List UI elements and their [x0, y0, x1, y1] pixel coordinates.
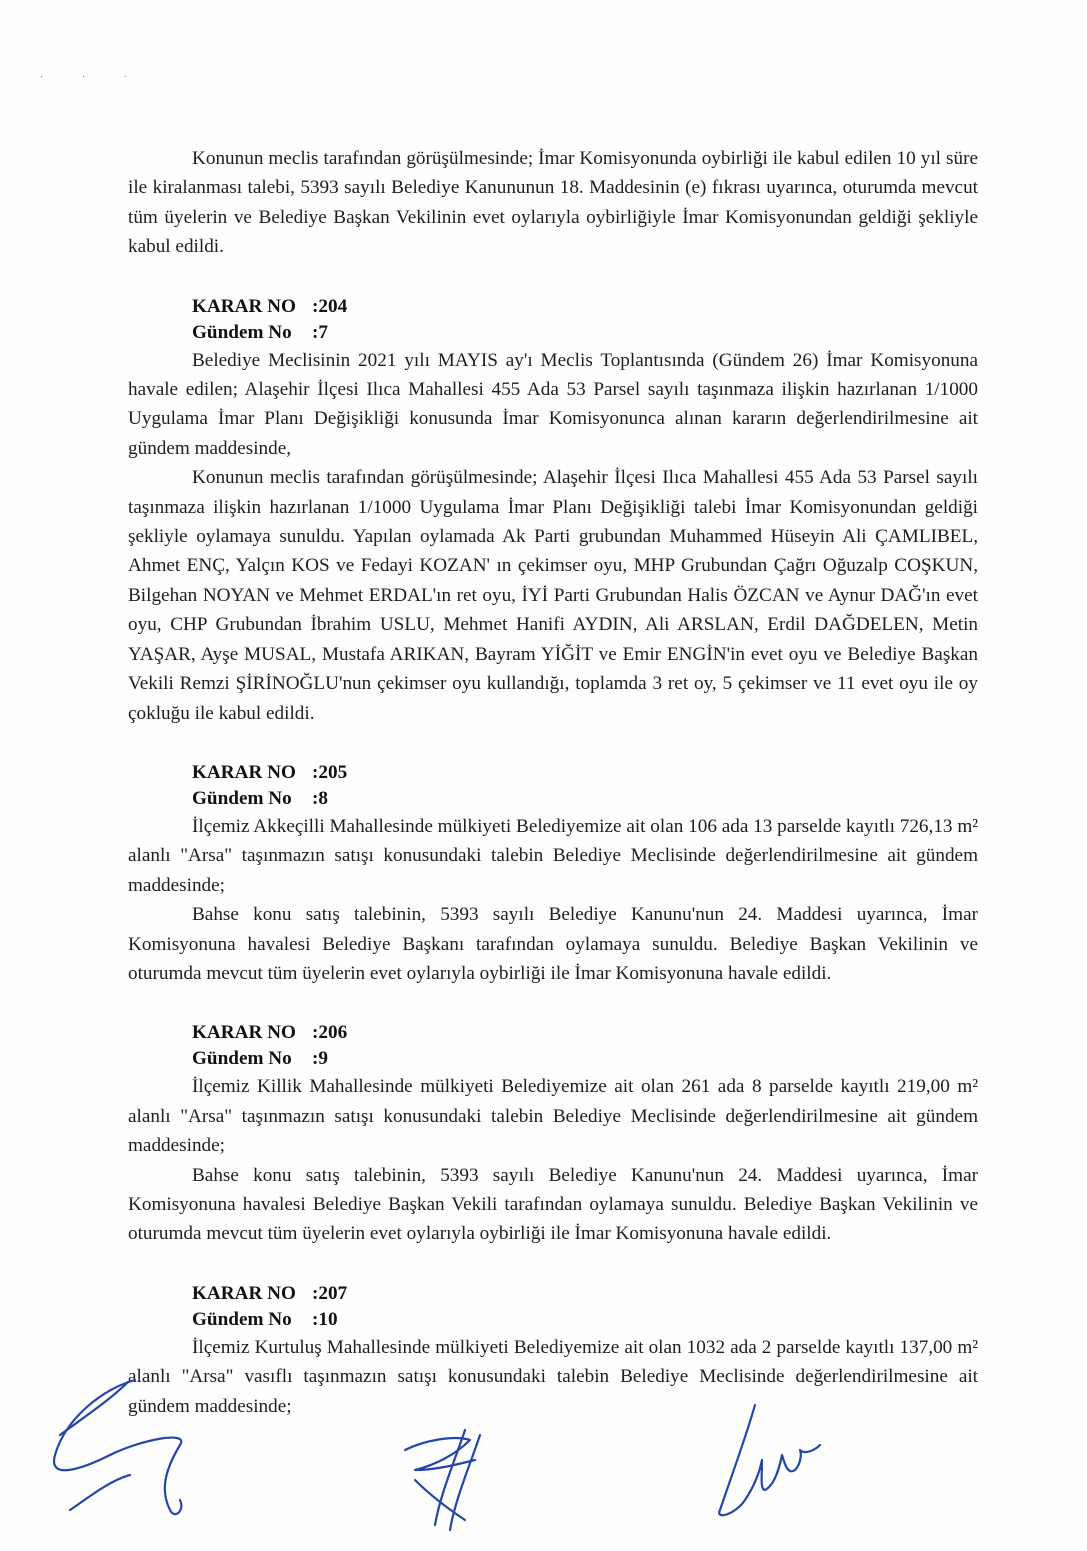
karar-no-value: :207 [312, 1282, 348, 1304]
gundem-no-value: :7 [312, 321, 328, 343]
gundem-no-line [192, 786, 978, 812]
document-body [128, 144, 978, 1421]
gundem-no-label: Gündem No [192, 321, 292, 343]
karar-no-value: :204 [312, 295, 348, 317]
karar-no-line [192, 1281, 978, 1307]
gundem-no-value: :8 [312, 787, 328, 809]
karar-no-line [192, 760, 978, 786]
gundem-no-value: :10 [312, 1308, 338, 1330]
decision-block-207 [128, 1281, 978, 1421]
karar-no-value: :205 [312, 761, 348, 783]
karar-no-label: KARAR NO [192, 1282, 296, 1304]
gundem-no-value: :9 [312, 1048, 328, 1070]
gundem-no-label: Gündem No [192, 1048, 292, 1070]
gundem-no-label: Gündem No [192, 1308, 292, 1330]
signature-center [395, 1420, 505, 1540]
decision-paragraph: Bahse konu satış talebinin, 5393 sayılı Belediye Kanunu'nun 24. Maddesi uyarınca, İmar Komisyonuna havalesi Belediye Başkanı tarafından oylamaya sunuldu. Belediye Başkan Vekilinin ve oturumda mevcut tüm üyelerin evet oylarıyla oybirliği ile İmar Komisyonuna havale edildi. [128, 904, 978, 984]
karar-no-line [192, 294, 978, 320]
decision-paragraph: Belediye Meclisinin 2021 yılı MAYIS ay'ı Meclis Toplantısında (Gündem 26) İmar Komisyonuna havale edilen; Alaşehir İlçesi Ilıca Mahallesi 455 Ada 53 Parsel sayılı taşınmaza ilişkin hazırlanan 1/1000 Uygulama İmar Planı Değişikliği konusunda İmar Komisyonunca alınan kararın değerlendirilmesine ait gündem maddesinde, [128, 349, 978, 459]
intro-paragraph: Konunun meclis tarafından görüşülmesinde; İmar Komisyonunda oybirliği ile kabul edilen 10 yıl süre ile kiralanması talebi, 5393 sayılı Belediye Kanununun 18. Maddesinin (e) fıkrası uyarınca, oturumda mevcut tüm üyelerin ve Belediye Başkan Vekilinin evet oylarıyla oybirliğiyle İmar Komisyonundan geldiği şekliyle kabul edildi. [128, 148, 978, 258]
signature-right [690, 1400, 840, 1530]
decision-paragraph: İlçemiz Akkeçilli Mahallesinde mülkiyeti Belediyemize ait olan 106 ada 13 parselde kayıtlı 726,13 m² alanlı "Arsa" taşınmazın satışı konusundaki talebin Belediye Meclisinde değerlendirilmesine ait gündem maddesinde; [128, 815, 978, 896]
decision-block-206 [128, 1020, 978, 1248]
decision-block-204 [128, 294, 978, 728]
gundem-no-line [192, 1307, 978, 1333]
decision-paragraph: İlçemiz Kurtuluş Mahallesinde mülkiyeti Belediyemize ait olan 1032 ada 2 parselde kayıtlı 137,00 m² alanlı "Arsa" vasıflı taşınmazın satışı konusundaki talebin Belediye Meclisinde değerlendirilmesine ait gündem maddesinde; [128, 1336, 978, 1417]
gundem-no-line [192, 320, 978, 346]
karar-no-line [192, 1020, 978, 1046]
decision-paragraph: Konunun meclis tarafından görüşülmesinde; Alaşehir İlçesi Ilıca Mahallesi 455 Ada 53 Parsel sayılı taşınmaza ilişkin hazırlanan 1/1000 Uygulama İmar Planı Değişikliği talebi İmar Komisyonundan geldiği şekliyle oylamaya sunuldu. Yapılan oylamada Ak Parti grubundan Muhammed Hüseyin Ali ÇAMLIBEL, Ahmet ENÇ, Yalçın KOS ve Fedayi KOZAN' ın çekimser oyu, MHP Grubundan Çağrı Oğuzalp COŞKUN, Bilgehan NOYAN ve Mehmet ERDAL'ın ret oyu, İYİ Parti Grubundan Halis ÖZCAN ve Aynur DAĞ'ın evet oyu, CHP Grubundan İbrahim USLU, Mehmet Hanifi AYDIN, Ali ARSLAN, Erdil DAĞDELEN, Metin YAŞAR, Ayşe MUSAL, Mustafa ARIKAN, Bayram YİĞİT ve Emir ENGİN'in evet oyu ve Belediye Başkan Vekili Remzi ŞİRİNOĞLU'nun çekimser oyu kullandığı, toplamda 3 ret oy, 5 çekimser ve 11 evet oyu ile oy çokluğu ile kabul edildi. [128, 467, 978, 724]
karar-no-label: KARAR NO [192, 295, 296, 317]
karar-no-value: :206 [312, 1022, 348, 1044]
decision-paragraph: İlçemiz Killik Mahallesinde mülkiyeti Belediyemize ait olan 261 ada 8 parselde kayıtlı 219,00 m² alanlı "Arsa" taşınmazın satışı konusundaki talebin Belediye Meclisinde değerlendirilmesine ait gündem maddesinde; [128, 1076, 978, 1157]
karar-no-label: KARAR NO [192, 761, 296, 783]
gundem-no-label: Gündem No [192, 787, 292, 809]
gundem-no-line [192, 1046, 978, 1072]
karar-no-label: KARAR NO [192, 1022, 296, 1044]
decision-block-205 [128, 760, 978, 988]
scan-artifact: · · · [40, 72, 145, 83]
decision-paragraph: Bahse konu satış talebinin, 5393 sayılı Belediye Kanunu'nun 24. Maddesi uyarınca, İmar Komisyonuna havalesi Belediye Başkan Vekili tarafından oylamaya sunuldu. Belediye Başkan Vekilinin ve oturumda mevcut tüm üyelerin evet oylarıyla oybirliği ile İmar Komisyonuna havale edildi. [128, 1164, 978, 1245]
signature-left [40, 1360, 230, 1530]
